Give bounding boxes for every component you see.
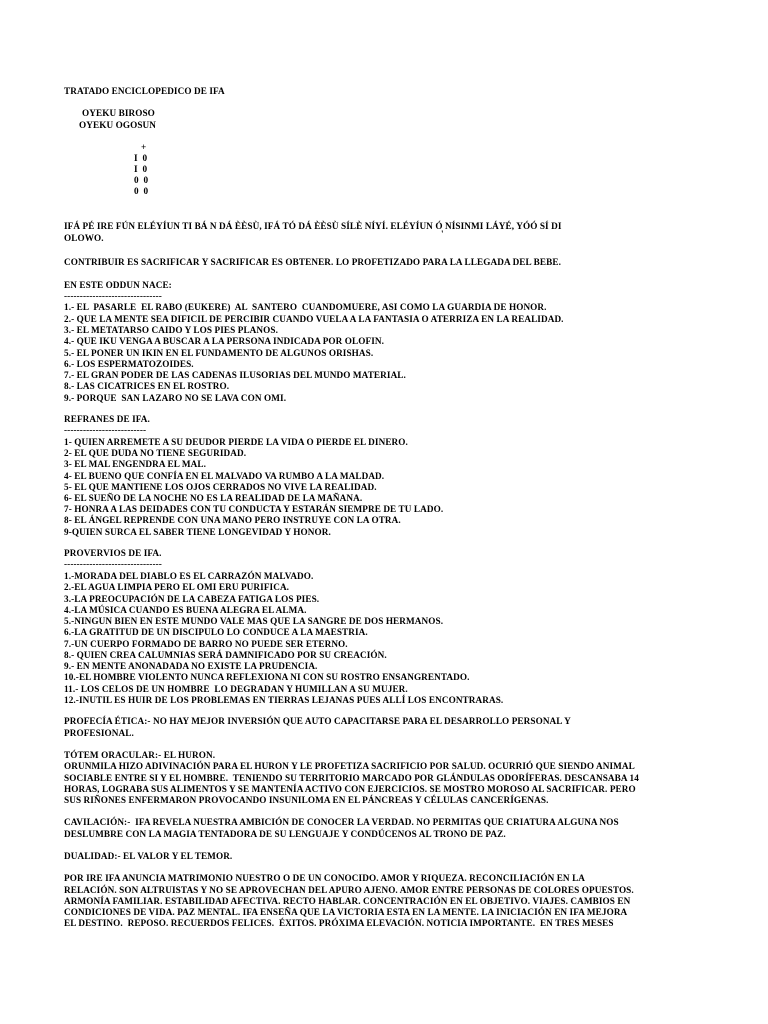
proverbio-item: 7.-UN CUERPO FORMADO DE BARRO NO PUEDE SER ETERNO.: [64, 638, 348, 649]
odu-name-1: OYEKU BIROSO: [82, 108, 155, 118]
refran-item: 5- EL QUE MANTIENE LOS OJOS CERRADOS NO VIVE LA REALIDAD.: [64, 481, 377, 492]
proverbios-rule: -------------------------------: [64, 559, 162, 569]
signature-row: 0 0: [134, 175, 149, 185]
proverbios-heading: PROVERVIOS DE IFA.: [64, 548, 162, 558]
profecia-line: PROFESIONAL.: [64, 727, 134, 738]
refranes-heading: REFRANES DE IFA.: [64, 414, 150, 424]
refran-item: 3- EL MAL ENGENDRA EL MAL.: [64, 459, 206, 469]
dualidad-line: DUALIDAD:- EL VALOR Y EL TEMOR.: [64, 851, 233, 861]
refran-item: 2- EL QUE DUDA NO TIENE SEGURIDAD.: [64, 448, 247, 458]
proverbio-item: 12.-INUTIL ES HUIR DE LOS PROBLEMAS EN TIERRAS LEJANAS PUES ALLÍ LOS ENCONTRARAS.: [64, 694, 504, 705]
totem-line: TÓTEM ORACULAR:- EL HURON.: [64, 750, 216, 760]
proverbio-item: 8.- QUIEN CREA CALUMNIAS SERÁ DAMNIFICADO POR SU CREACIÓN.: [64, 649, 387, 660]
refran-item: 8- EL ÁNGEL REPRENDE CON UNA MANO PERO INSTRUYE CON LA OTRA.: [64, 515, 401, 525]
cavilacion-line: CAVILACIÓN:- IFA REVELA NUESTRA AMBICIÓN DE CONOCER LA VERDAD. NO PERMITAS QUE CRIATURA ALGUNA NOS: [64, 817, 619, 827]
nace-item: 5.- EL PONER UN IKIN EN EL FUNDAMENTO DE ALGUNOS ORISHAS.: [64, 347, 374, 358]
refran-item: 6- EL SUEÑO DE LA NOCHE NO ES LA REALIDAD DE LA MAÑANA.: [64, 492, 363, 503]
cavilacion-line: DESLUMBRE CON LA MAGIA TENTADORA DE SU LENGUAJE Y CONDÚCENOS AL TRONO DE PAZ.: [64, 828, 506, 839]
refran-item: 9-QUIEN SURCA EL SABER TIENE LONGEVIDAD Y HONOR.: [64, 526, 331, 537]
nace-item: 6.- LOS ESPERMATOZOIDES.: [64, 358, 194, 369]
proverbio-item: 4.-LA MÚSICA CUANDO ES BUENA ALEGRA EL ALMA.: [64, 604, 307, 615]
rezo-mark: ': [441, 229, 444, 239]
totem-line: HORAS, LOGRABA SUS ALIMENTOS Y SE MANTENÍA ACTIVO CON EJERCICIOS. SE MOSTRO MOROSO AL SACRIFICAR. PERO: [64, 783, 636, 794]
refran-item: 1- QUIEN ARREMETE A SU DEUDOR PIERDE LA VIDA O PIERDE EL DINERO.: [64, 436, 408, 447]
refran-item: 7- HONRA A LAS DEIDADES CON TU CONDUCTA Y ESTARÁN SIEMPRE DE TU LADO.: [64, 504, 444, 514]
refran-item: 4- EL BUENO QUE CONFÍA EN EL MALVADO VA RUMBO A LA MALDAD.: [64, 470, 385, 481]
nace-item: 9.- PORQUE SAN LAZARO NO SE LAVA CON OMI.: [64, 392, 287, 403]
por-ire-line: RELACIÓN. SON ALTRUISTAS Y NO SE APROVECHAN DEL APURO AJENO. AMOR ENTRE PERSONAS DE COLORES OPUESTOS.: [64, 884, 634, 895]
rezo-line: IFÁ PÉ IRE FÚN ELÉYÍUN TI BÁ N DÁ ÈÈSÙ, IFÁ TÓ DÁ ÈÈSÙ SÍLÈ NÍYÍ. ELÉYÍUN Ó NÍSINMI LÁYÉ, YÓÓ SÍ DI: [64, 221, 562, 231]
nace-heading: EN ESTE ODDUN NACE:: [64, 280, 172, 290]
summary-line: CONTRIBUIR ES SACRIFICAR Y SACRIFICAR ES OBTENER. LO PROFETIZADO PARA LA LLEGADA DEL BEBE.: [64, 257, 561, 267]
proverbio-item: 2.-EL AGUA LIMPIA PERO EL OMI ERU PURIFICA.: [64, 582, 290, 592]
rezo-line: OLOWO.: [64, 233, 104, 243]
proverbio-item: 5.-NINGUN BIEN EN ESTE MUNDO VALE MAS QUE LA SANGRE DE DOS HERMANOS.: [64, 616, 444, 626]
por-ire-line: CONDICIONES DE VIDA. PAZ MENTAL. IFA ENSEÑA QUE LA VICTORIA ESTA EN LA MENTE. LA INICIACIÓN EN IFA MEJORA: [64, 907, 628, 917]
document-title: TRATADO ENCICLOPEDICO DE IFA: [64, 86, 225, 96]
proverbio-item: 6.-LA GRATITUD DE UN DISCIPULO LO CONDUCE A LA MAESTRIA.: [64, 627, 368, 637]
nace-item: 7.- EL GRAN PODER DE LAS CADENAS ILUSORIAS DEL MUNDO MATERIAL.: [64, 370, 406, 380]
signature-row: 0 0: [134, 186, 149, 196]
totem-line: SUS RIÑONES ENFERMARON PROVOCANDO INSUNILOMA EN EL PÁNCREAS Y CÉLULAS CANCERÍGENAS.: [64, 795, 549, 805]
proverbio-item: 3.-LA PREOCUPACIÓN DE LA CABEZA FATIGA LOS PIES.: [64, 593, 320, 604]
signature-row: I 0: [134, 164, 148, 174]
proverbio-item: 1.-MORADA DEL DIABLO ES EL CARRAZÓN MALVADO.: [64, 571, 314, 581]
nace-item: 4.- QUE IKU VENGA A BUSCAR A LA PERSONA INDICADA POR OLOFIN.: [64, 336, 385, 346]
proverbio-item: 9.- EN MENTE ANONADADA NO EXISTE LA PRUDENCIA.: [64, 661, 318, 671]
signature-row: I 0: [134, 153, 148, 163]
nace-item: 8.- LAS CICATRICES EN EL ROSTRO.: [64, 381, 230, 391]
totem-line: ORUNMILA HIZO ADIVINACIÓN PARA EL HURON Y LE PROFETIZA SACRIFICIO POR SALUD. OCURRIÓ QUE SIENDO ANIMAL: [64, 761, 635, 771]
odu-name-2: OYEKU OGOSUN: [79, 120, 157, 130]
proverbio-item: 10.-EL HOMBRE VIOLENTO NUNCA REFLEXIONA NI CON SU ROSTRO ENSANGRENTADO.: [64, 672, 470, 682]
por-ire-line: EL DESTINO. REPOSO. RECUERDOS FELICES. ÉXITOS. PRÓXIMA ELEVACIÓN. NOTICIA IMPORTANTE. EN TRES MESES: [64, 918, 614, 928]
por-ire-line: ARMONÍA FAMILIAR. ESTABILIDAD AFECTIVA. RECTO HABLAR. CONCENTRACIÓN EN EL OBJETIVO. VIAJES. CAMBIOS EN: [64, 895, 631, 906]
refranes-rule: --------------------------: [64, 425, 147, 435]
signature-plus: +: [141, 142, 147, 152]
por-ire-line: POR IRE IFA ANUNCIA MATRIMONIO NUESTRO O DE UN CONOCIDO. AMOR Y RIQUEZA. RECONCILIACIÓN EN LA: [64, 873, 586, 883]
nace-item: 2.- QUE LA MENTE SEA DIFICIL DE PERCIBIR CUANDO VUELA A LA FANTASIA O ATERRIZA EN LA REALIDAD.: [64, 313, 564, 324]
totem-line: SOCIABLE ENTRE SI Y EL HOMBRE. TENIENDO SU TERRITORIO MARCADO POR GLÁNDULAS ODORÍFERAS. DESCANSABA 14: [64, 772, 639, 783]
nace-rule: -------------------------------: [64, 291, 162, 301]
nace-item: 3.- EL METATARSO CAIDO Y LOS PIES PLANOS.: [64, 325, 278, 335]
profecia-line: PROFECÍA ÉTICA:- NO HAY MEJOR INVERSIÓN QUE AUTO CAPACITARSE PARA EL DESARROLLO PERSONAL Y: [64, 716, 571, 726]
proverbio-item: 11.- LOS CELOS DE UN HOMBRE LO DEGRADAN Y HUMILLAN A SU MUJER.: [64, 683, 408, 694]
nace-item: 1.- EL PASARLE EL RABO (EUKERE) AL SANTERO CUANDOMUERE, ASI COMO LA GUARDIA DE HONOR.: [64, 302, 547, 312]
